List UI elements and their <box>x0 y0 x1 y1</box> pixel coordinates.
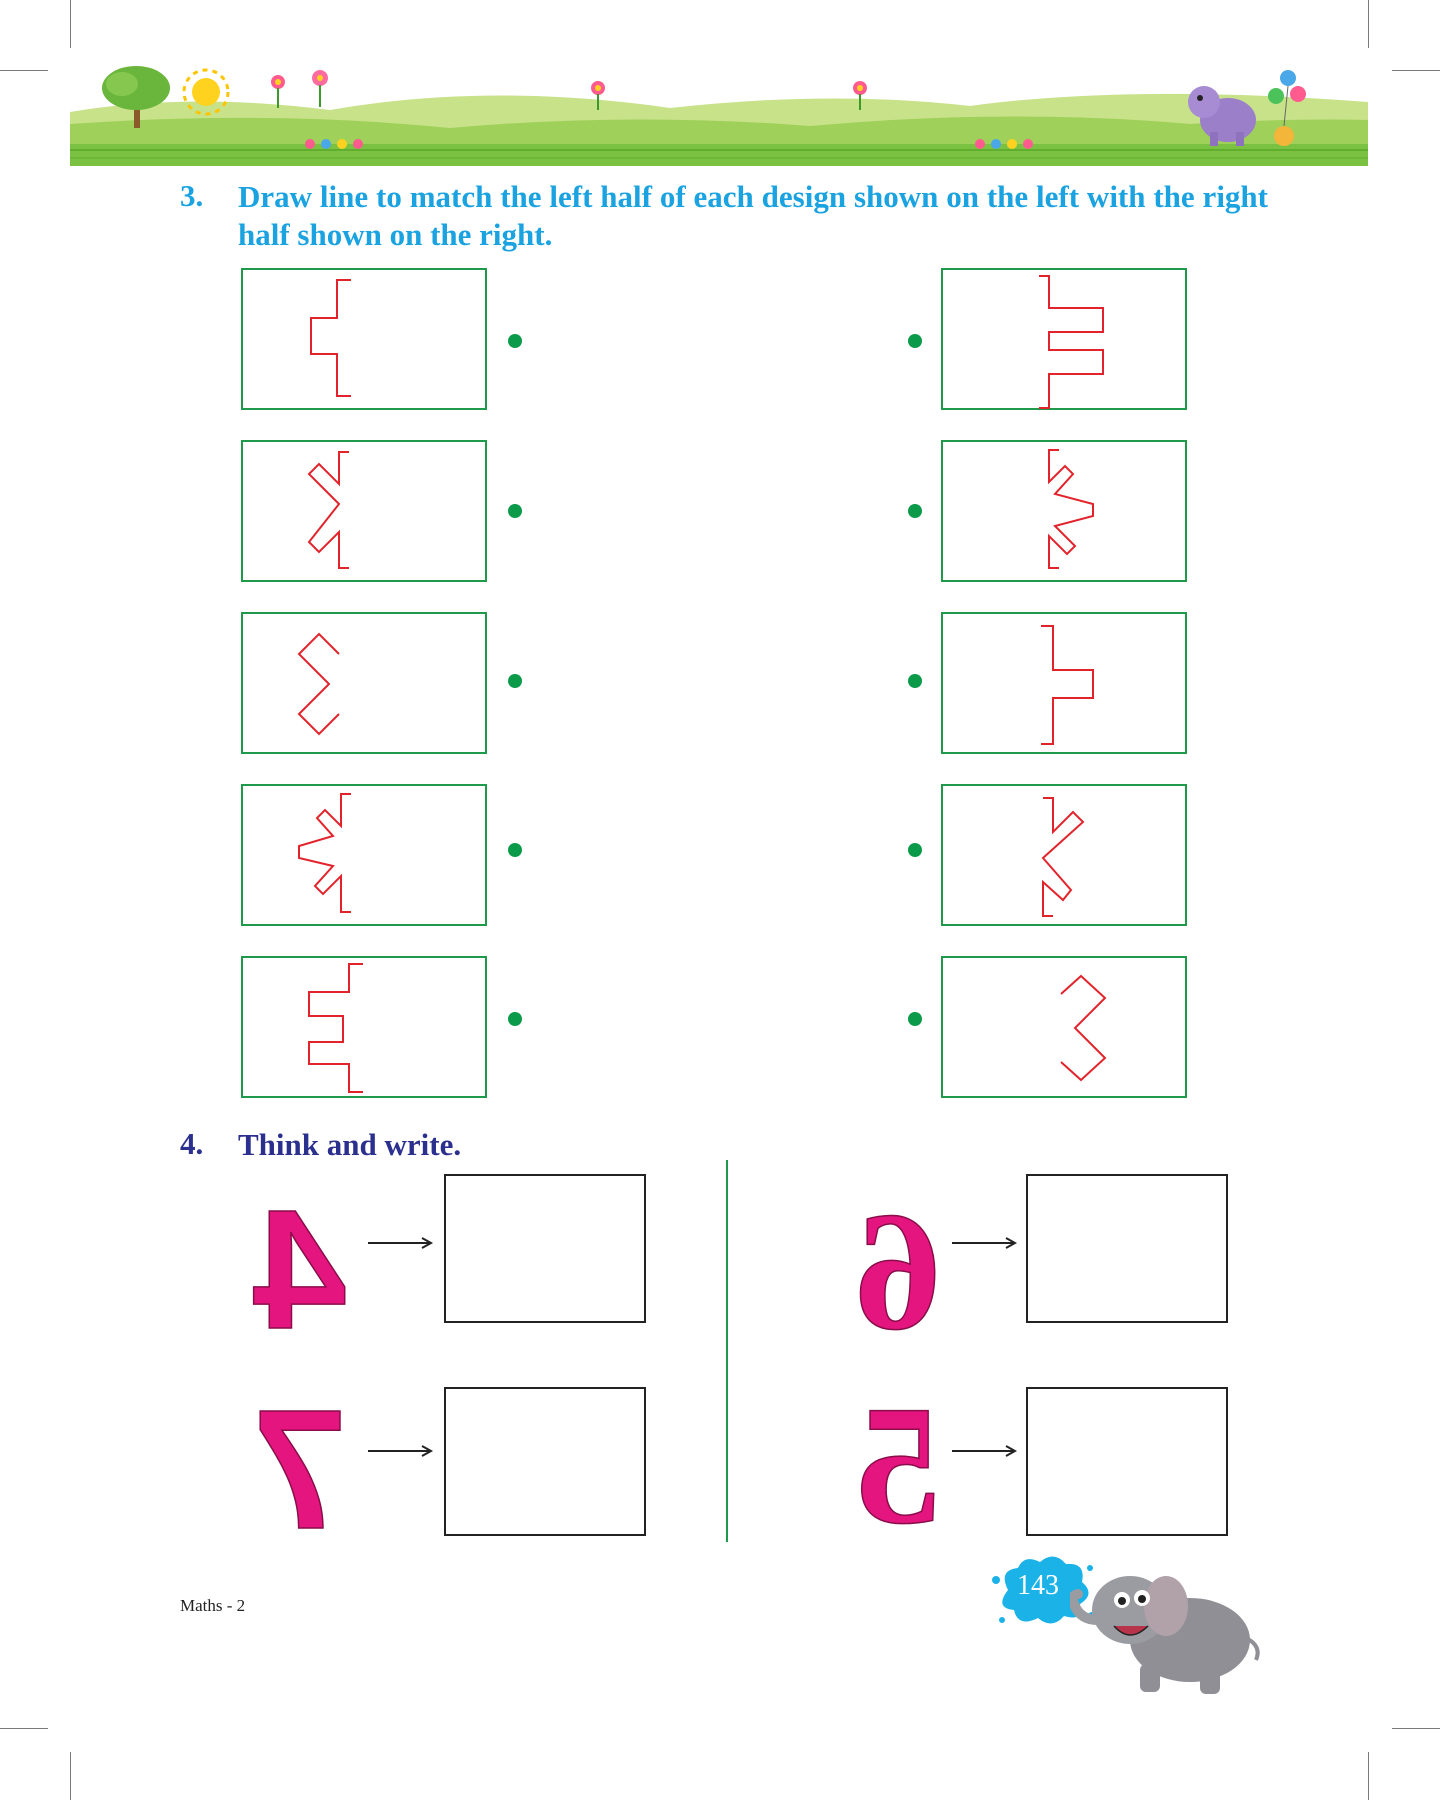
left-half-design-4 <box>243 786 489 928</box>
mirrored-six-glyph <box>848 1186 948 1336</box>
left-half-design-5 <box>243 958 489 1100</box>
mirrored-five-glyph <box>848 1380 948 1530</box>
crop-mark <box>1368 0 1369 48</box>
meadow-banner-illustration <box>70 62 1368 166</box>
question-4-number: 4. <box>180 1126 204 1161</box>
right-match-dot-3[interactable] <box>908 674 922 688</box>
question-3-number: 3. <box>180 178 204 213</box>
column-divider <box>726 1160 728 1542</box>
right-half-design-3 <box>943 614 1189 756</box>
crop-mark <box>1392 70 1440 71</box>
left-design-box-5 <box>241 956 487 1098</box>
mirrored-four-glyph <box>250 1186 350 1336</box>
crop-mark <box>1392 1728 1440 1729</box>
crop-mark <box>0 70 48 71</box>
left-match-dot-3[interactable] <box>508 674 522 688</box>
right-design-box-4 <box>941 784 1187 926</box>
arrow-right-icon <box>368 1236 434 1250</box>
answer-box-4[interactable] <box>1026 1387 1228 1536</box>
right-match-dot-1[interactable] <box>908 334 922 348</box>
svg-text:5: 5 <box>855 1380 941 1530</box>
book-title-footer: Maths - 2 <box>180 1596 246 1615</box>
right-design-box-1 <box>941 268 1187 410</box>
left-half-design-1 <box>243 270 489 412</box>
arrow-right-icon <box>368 1444 434 1458</box>
answer-box-2[interactable] <box>444 1387 646 1536</box>
right-design-box-5 <box>941 956 1187 1098</box>
right-match-dot-5[interactable] <box>908 1012 922 1026</box>
left-design-box-1 <box>241 268 487 410</box>
left-match-dot-5[interactable] <box>508 1012 522 1026</box>
left-design-box-2 <box>241 440 487 582</box>
svg-text:7: 7 <box>252 1386 348 1536</box>
right-match-dot-2[interactable] <box>908 504 922 518</box>
left-match-dot-1[interactable] <box>508 334 522 348</box>
left-design-box-3 <box>241 612 487 754</box>
right-design-box-3 <box>941 612 1187 754</box>
right-design-box-2 <box>941 440 1187 582</box>
crop-mark <box>0 1728 48 1729</box>
left-match-dot-2[interactable] <box>508 504 522 518</box>
arrow-right-icon <box>952 1444 1018 1458</box>
svg-text:4: 4 <box>252 1186 348 1336</box>
left-match-dot-4[interactable] <box>508 843 522 857</box>
answer-box-1[interactable] <box>444 1174 646 1323</box>
question-3-text: Draw line to match the left half of each design shown on the left with the right half shown on the right. <box>238 179 1268 252</box>
right-half-design-5 <box>943 958 1189 1100</box>
left-design-box-4 <box>241 784 487 926</box>
svg-text:6: 6 <box>855 1186 941 1336</box>
crop-mark <box>70 0 71 48</box>
right-match-dot-4[interactable] <box>908 843 922 857</box>
page-number: 143 <box>1017 1570 1059 1601</box>
answer-box-3[interactable] <box>1026 1174 1228 1323</box>
right-half-design-2 <box>943 442 1189 584</box>
arrow-right-icon <box>952 1236 1018 1250</box>
right-half-design-1 <box>943 270 1189 412</box>
elephant-mascot-icon <box>1070 1560 1270 1700</box>
left-half-design-2 <box>243 442 489 584</box>
mirrored-seven-glyph <box>250 1386 350 1536</box>
question-4-text: Think and write. <box>238 1127 462 1162</box>
crop-mark <box>1368 1752 1369 1800</box>
right-half-design-4 <box>943 786 1189 928</box>
left-half-design-3 <box>243 614 489 756</box>
crop-mark <box>70 1752 71 1800</box>
